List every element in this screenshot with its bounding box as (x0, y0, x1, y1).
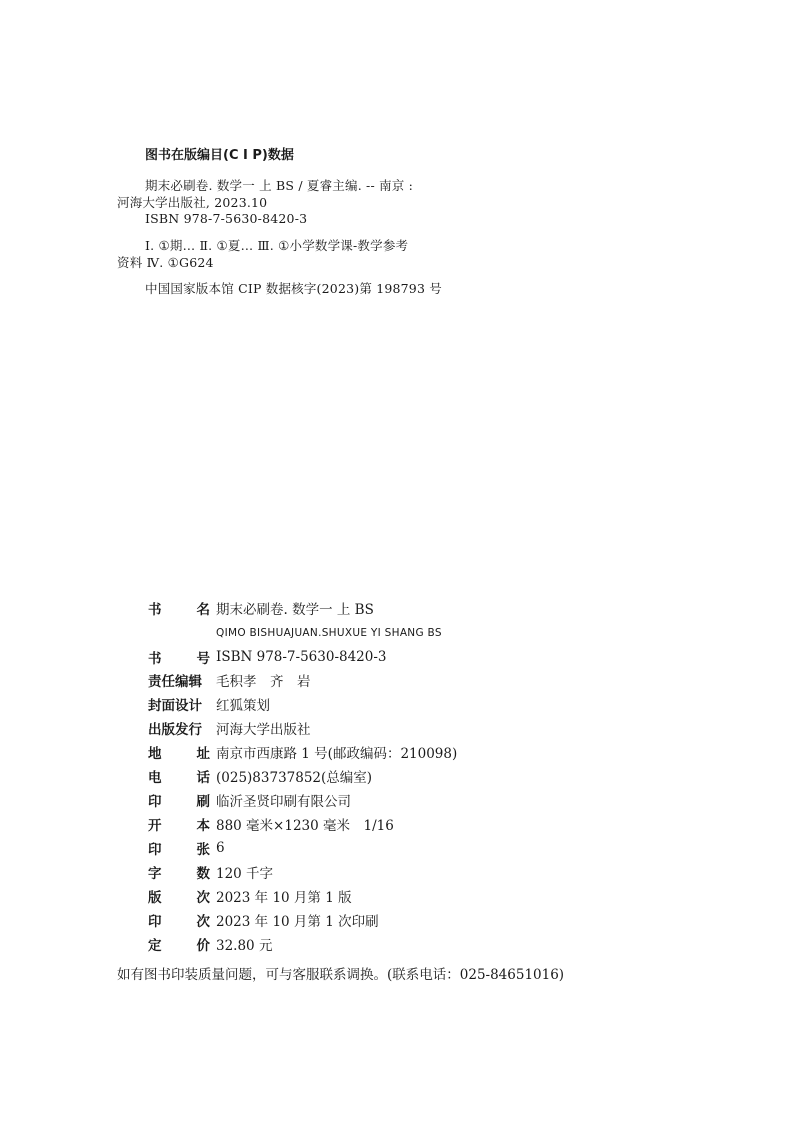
cip-line-3: ISBN 978-7-5630-8420-3 (145, 211, 308, 226)
info-label: 封面设计 (148, 698, 202, 714)
info-row-format (148, 813, 394, 835)
info-label: 字 数 (148, 866, 210, 882)
info-row-sheets (148, 837, 225, 859)
cip-line-5: 资料 Ⅳ. ①G624 (117, 255, 214, 270)
info-label: 责任编辑 (148, 674, 202, 690)
info-value-phone: (025)83737852(总编室) (216, 770, 373, 786)
info-value-editor: 毛积孝 齐 岩 (216, 674, 311, 690)
info-row-design (148, 693, 270, 715)
info-label: 版 次 (148, 890, 210, 906)
info-label: 定 价 (148, 938, 210, 954)
info-row-title (148, 597, 374, 619)
info-value-publisher: 河海大学出版社 (216, 722, 311, 738)
cip-title: 图书在版编目(C I P)数据 (145, 148, 294, 163)
info-row-words (148, 861, 274, 883)
info-row-printer (148, 789, 351, 811)
info-value-price: 32.80 元 (216, 938, 273, 954)
info-row-publisher (148, 717, 311, 739)
info-value-sheets: 6 (216, 840, 225, 856)
info-label: 书 号 (148, 651, 210, 667)
cip-line-6: 中国国家版本馆 CIP 数据核字(2023)第 198793 号 (145, 281, 442, 296)
title-pinyin: QIMO BISHUAJUAN.SHUXUE YI SHANG BS (216, 627, 442, 639)
info-value-printer: 临沂圣贤印刷有限公司 (216, 794, 351, 810)
info-value-format: 880 毫米×1230 毫米 1/16 (216, 818, 394, 834)
info-label: 出版发行 (148, 722, 202, 738)
info-label: 地 址 (148, 746, 210, 762)
info-value-printing: 2023 年 10 月第 1 次印刷 (216, 914, 379, 930)
info-row-address (148, 741, 458, 763)
footer-note: 如有图书印装质量问题，可与客服联系调换。(联系电话：025-84651016) (117, 967, 565, 983)
info-label: 印 次 (148, 914, 210, 930)
cip-line-2: 河海大学出版社, 2023.10 (117, 195, 268, 210)
info-row-isbn (148, 646, 387, 668)
info-row-editor (148, 669, 311, 691)
info-row-price (148, 933, 273, 955)
info-row-edition (148, 885, 352, 907)
info-value-isbn: ISBN 978-7-5630-8420-3 (216, 649, 387, 665)
info-value-edition: 2023 年 10 月第 1 版 (216, 890, 352, 906)
info-row-printing (148, 909, 379, 931)
info-label: 开 本 (148, 818, 210, 834)
info-value-design: 红狐策划 (216, 698, 270, 714)
info-label: 印 刷 (148, 794, 210, 810)
info-row-phone (148, 765, 373, 787)
info-label: 电 话 (148, 770, 210, 786)
cip-line-1: 期末必刷卷. 数学一 上 BS / 夏睿主编. -- 南京 : (145, 178, 414, 193)
info-value-words: 120 千字 (216, 866, 274, 882)
info-value-address: 南京市西康路 1 号(邮政编码：210098) (216, 746, 458, 762)
info-value-title: 期末必刷卷. 数学一 上 BS (216, 602, 374, 618)
info-label: 印 张 (148, 842, 210, 858)
cip-line-4: Ⅰ. ①期… Ⅱ. ①夏… Ⅲ. ①小学数学课-教学参考 (145, 238, 409, 253)
info-label: 书 名 (148, 602, 210, 618)
